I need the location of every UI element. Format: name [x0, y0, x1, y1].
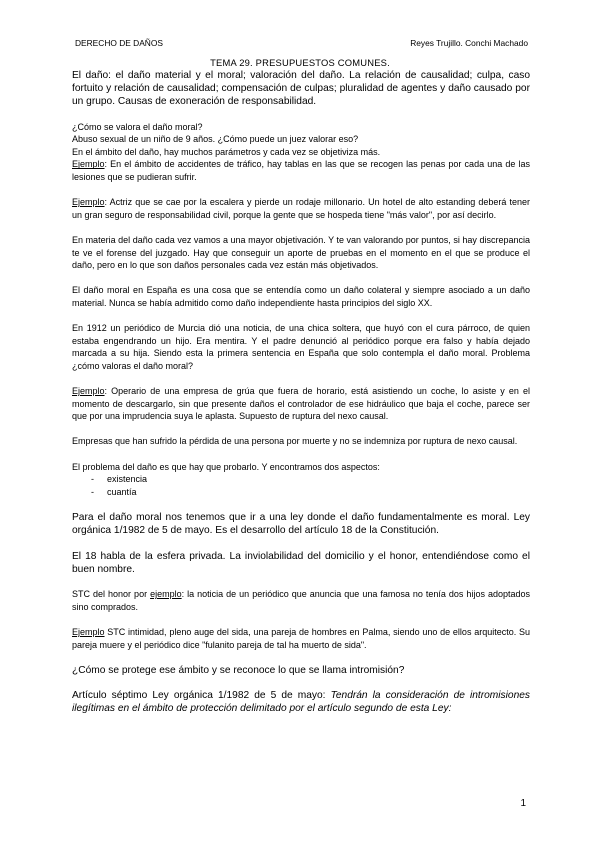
example-3	[72, 385, 530, 423]
paragraph-5: En 1912 un periódico de Murcia dió una noticia, de una chica soltera, que huyó con el cura párroco, de quien estaba engendrando un hijo. Era mentira. Y el padre denunció al periódico porque era falso y había dejado marcada a su hija. Siendo esta la primera sentencia en España que solo contempla el daño moral. Problema ¿cómo valoras el daño moral?	[72, 323, 530, 371]
example-label: Ejemplo	[72, 159, 105, 170]
paragraph-7: El problema del daño es que hay que probarlo. Y encontramos dos aspectos:	[72, 461, 380, 472]
example-text: STC intimidad, pleno auge del sida, una pareja de hombres en Palma, siendo uno de ellos arquitecto. Su pareja muere y el periódico dice "fulanito pareja de tal ha muerto de sida".	[72, 626, 530, 650]
header-left: DERECHO DE DAÑOS	[75, 38, 163, 48]
page-title: TEMA 29. PRESUPUESTOS COMUNES.	[210, 57, 390, 68]
page-number: 1	[520, 798, 526, 809]
document-body	[72, 69, 530, 715]
list-item: - cuantía	[72, 486, 530, 499]
article-quote: Artículo séptimo Ley orgánica 1/1982 de 5 de mayo: Tendrán la consideración de intromisiones ilegítimas en el ámbito de protección delimitado por el artículo segundo de esta Ley:	[72, 690, 531, 715]
line-1: Abuso sexual de un niño de 9 años. ¿Cómo puede un juez valorar eso?	[72, 134, 359, 145]
line-2: En el ámbito del daño, hay muchos parámetros y cada vez se objetiviza más.	[72, 146, 381, 157]
example-text: : Actriz que se cae por la escalera y pierde un rodaje millonario. Un hotel de alto estanding deberá tener un gran seguro de responsabilidad civil, porque la gente que se hospeda tiene "más valor", por así decirlo.	[72, 197, 530, 220]
example-1	[72, 158, 530, 183]
paragraph-4: El daño moral en España es una cosa que se entendía como un daño colateral y siempre asociado a un daño material. Nunca se había admitido como daño independiente hasta principios del siglo XX.	[72, 285, 530, 308]
aspects-list	[72, 473, 530, 498]
question-1: ¿Cómo se valora el daño moral?	[72, 121, 203, 132]
example-text: : Operario de una empresa de grúa que fuera de horario, está asistiendo un coche, lo asiste y en el momento de descargarlo, sin que presente daños el controlador de ese hidráulico que baja el coche, parece ser que por una imprudencia suya le aplasta. Supuesto de ruptura del nexo causal.	[72, 386, 530, 422]
example-label: ejemplo	[150, 589, 182, 600]
example-label: Ejemplo	[72, 386, 105, 397]
stc-example: STC del honor por ejemplo: la noticia de un periódico que anuncia que una famosa no tenía dos hijos adoptados sino comprados.	[72, 589, 530, 612]
example-4	[72, 626, 530, 651]
header-right: Reyes Trujillo. Conchi Machado	[410, 38, 528, 48]
paragraph-9: El 18 habla de la esfera privada. La inviolabilidad del domicilio y el honor, entendiéndose como el buen nombre.	[72, 550, 530, 575]
paragraph-8: Para el daño moral nos tenemos que ir a una ley donde el daño fundamentalmente es moral. Ley orgánica 1/1982 de 5 de mayo. Es el desarrollo del artículo 18 de la Constitución.	[72, 512, 530, 536]
example-label: Ejemplo	[72, 197, 105, 208]
intro-paragraph: El daño: el daño material y el moral; valoración del daño. La relación de causalidad; culpa, caso fortuito y relación de causalidad; compensación de culpas; pluralidad de agentes y daño causado por un grupo. Causas de exoneración de responsabilidad.	[72, 70, 530, 107]
example-label: Ejemplo	[72, 626, 105, 637]
example-text: : En el ámbito de accidentes de tráfico, hay tablas en las que se recogen las penas por cada una de las lesiones que se pudieran sufrir.	[72, 159, 530, 182]
question-2: ¿Cómo se protege ese ámbito y se reconoce lo que se llama intromisión?	[72, 664, 405, 676]
paragraph-3: En materia del daño cada vez vamos a una mayor objetivación. Y te van valorando por puntos, si hay discrepancia te ve el forense del juzgado. Hay que conseguir un aporte de pruebas en el momento en el que se produce el daño, pero en lo que son daños personales cada vez están más objetivados.	[72, 234, 530, 271]
example-2	[72, 196, 530, 221]
list-item: - existencia	[72, 473, 530, 486]
paragraph-6: Empresas que han sufrido la pérdida de una persona por muerte y no se indemniza por ruptura de nexo causal.	[72, 436, 518, 447]
